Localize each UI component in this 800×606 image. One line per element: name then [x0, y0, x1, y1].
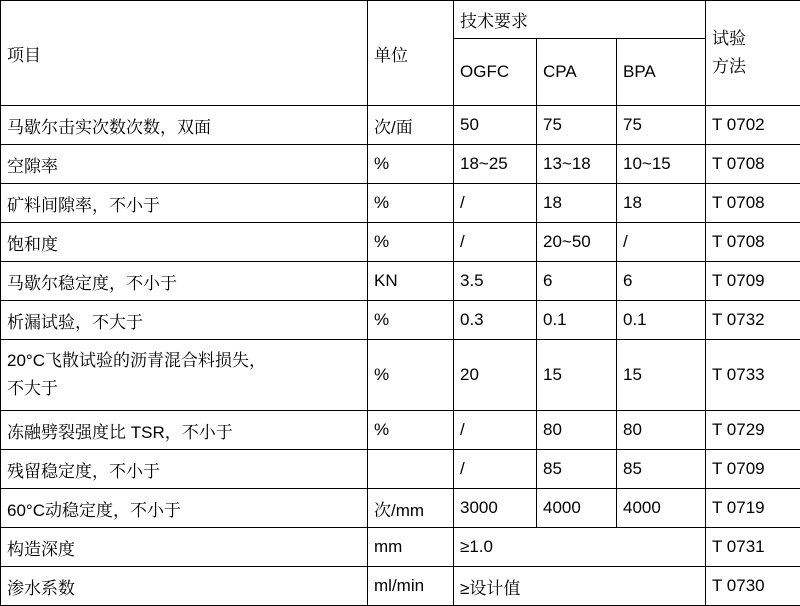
cell-ogfc: 20	[454, 340, 537, 411]
cell-item-line2: 不大于	[7, 379, 58, 398]
cell-item: 矿料间隙率，不小于	[1, 184, 368, 223]
cell-item: 残留稳定度，不小于	[1, 450, 368, 489]
cell-ogfc: 3.5	[454, 262, 537, 301]
cell-ogfc: 3000	[454, 489, 537, 528]
cell-item: 空隙率	[1, 145, 368, 184]
cell-method: T 0729	[706, 411, 800, 450]
table-row	[1, 301, 800, 340]
cell-item: 析漏试验，不大于	[1, 301, 368, 340]
cell-cpa: 4000	[537, 489, 617, 528]
header-ogfc: OGFC	[454, 39, 537, 106]
header-test-method	[706, 1, 800, 106]
cell-unit: ml/min	[368, 567, 454, 606]
cell-cpa: 85	[537, 450, 617, 489]
table-row	[1, 340, 800, 411]
cell-bpa: 6	[617, 262, 706, 301]
cell-unit: 次/mm	[368, 489, 454, 528]
header-unit: 单位	[368, 1, 454, 106]
cell-item	[1, 340, 368, 411]
header-row	[1, 1, 800, 39]
cell-cpa: 0.1	[537, 301, 617, 340]
cell-item: 冻融劈裂强度比 TSR，不小于	[1, 411, 368, 450]
header-item: 项目	[1, 1, 368, 106]
table-row	[1, 528, 800, 567]
cell-item: 60°C动稳定度，不小于	[1, 489, 368, 528]
cell-unit: %	[368, 145, 454, 184]
table-row	[1, 489, 800, 528]
cell-unit: mm	[368, 528, 454, 567]
cell-requirement: ≥设计值	[454, 567, 706, 606]
table-row	[1, 145, 800, 184]
cell-unit: %	[368, 184, 454, 223]
cell-bpa: 85	[617, 450, 706, 489]
cell-bpa: /	[617, 223, 706, 262]
cell-bpa: 4000	[617, 489, 706, 528]
cell-item: 饱和度	[1, 223, 368, 262]
header-test-method-line2: 方法	[712, 57, 746, 76]
cell-ogfc: /	[454, 223, 537, 262]
cell-item: 渗水系数	[1, 567, 368, 606]
header-cpa: CPA	[537, 39, 617, 106]
cell-ogfc: /	[454, 450, 537, 489]
cell-ogfc: /	[454, 184, 537, 223]
header-requirement: 技术要求	[454, 1, 706, 39]
cell-cpa: 18	[537, 184, 617, 223]
cell-bpa: 80	[617, 411, 706, 450]
cell-method: T 0731	[706, 528, 800, 567]
cell-cpa: 80	[537, 411, 617, 450]
cell-cpa: 15	[537, 340, 617, 411]
table-row	[1, 262, 800, 301]
cell-requirement: ≥1.0	[454, 528, 706, 567]
cell-unit: %	[368, 301, 454, 340]
cell-bpa: 10~15	[617, 145, 706, 184]
cell-unit: %	[368, 223, 454, 262]
cell-bpa: 75	[617, 106, 706, 145]
cell-method: T 0708	[706, 145, 800, 184]
cell-item: 马歇尔稳定度，不小于	[1, 262, 368, 301]
cell-unit: 次/面	[368, 106, 454, 145]
cell-method: T 0730	[706, 567, 800, 606]
cell-ogfc: 50	[454, 106, 537, 145]
cell-cpa: 6	[537, 262, 617, 301]
table-row	[1, 567, 800, 606]
cell-ogfc: 18~25	[454, 145, 537, 184]
cell-method: T 0719	[706, 489, 800, 528]
cell-unit	[368, 450, 454, 489]
table-row	[1, 450, 800, 489]
cell-method: T 0732	[706, 301, 800, 340]
cell-method: T 0709	[706, 262, 800, 301]
cell-method: T 0708	[706, 223, 800, 262]
cell-unit: %	[368, 340, 454, 411]
cell-ogfc: /	[454, 411, 537, 450]
cell-method: T 0708	[706, 184, 800, 223]
cell-cpa: 20~50	[537, 223, 617, 262]
cell-item-line1: 20°C飞散试验的沥青混合料损失，	[7, 351, 266, 370]
cell-method: T 0709	[706, 450, 800, 489]
table-row	[1, 106, 800, 145]
table-row	[1, 411, 800, 450]
cell-ogfc: 0.3	[454, 301, 537, 340]
cell-bpa: 18	[617, 184, 706, 223]
cell-unit: KN	[368, 262, 454, 301]
cell-method: T 0702	[706, 106, 800, 145]
cell-item: 马歇尔击实次数次数，双面	[1, 106, 368, 145]
cell-item: 构造深度	[1, 528, 368, 567]
table-row	[1, 184, 800, 223]
cell-unit: %	[368, 411, 454, 450]
cell-cpa: 13~18	[537, 145, 617, 184]
cell-method: T 0733	[706, 340, 800, 411]
header-bpa: BPA	[617, 39, 706, 106]
header-test-method-line1: 试验	[712, 29, 746, 48]
cell-cpa: 75	[537, 106, 617, 145]
cell-bpa: 15	[617, 340, 706, 411]
table-row	[1, 223, 800, 262]
cell-bpa: 0.1	[617, 301, 706, 340]
